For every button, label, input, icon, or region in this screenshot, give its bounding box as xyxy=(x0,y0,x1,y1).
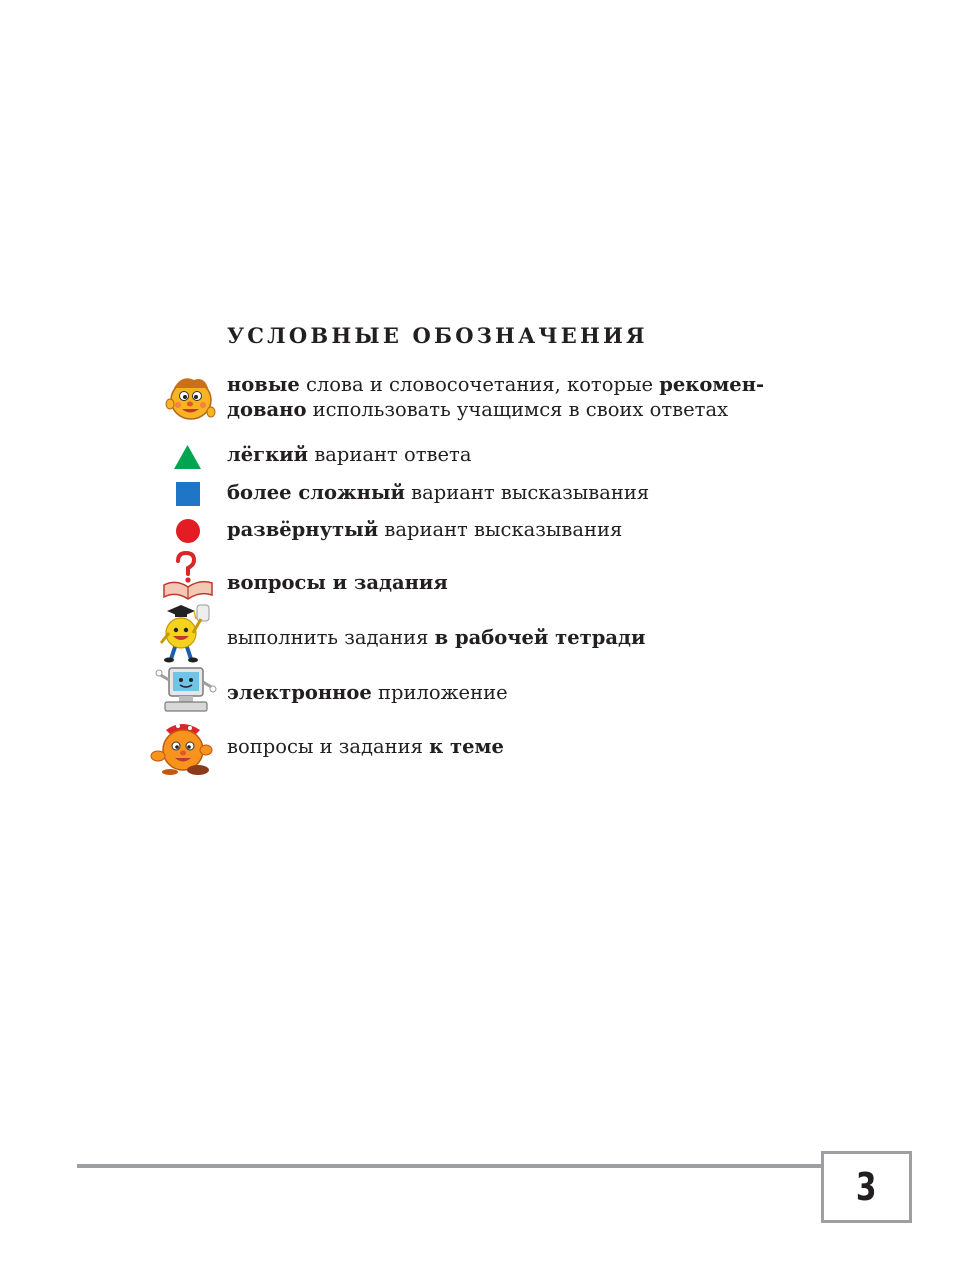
orange-ball-character-icon xyxy=(148,720,214,776)
graduate-smiley-icon xyxy=(157,603,217,663)
legend-text-plain: приложение xyxy=(371,681,508,704)
legend-text-plain: вариант высказывания xyxy=(378,518,623,541)
computer-character-icon xyxy=(155,666,217,718)
legend-text xyxy=(227,480,649,506)
legend-text-plain: использовать учащимся в своих ответах xyxy=(306,398,729,421)
legend-text-line-1 xyxy=(227,372,764,398)
legend-text xyxy=(227,734,504,760)
legend-text xyxy=(227,570,448,596)
legend-text-plain: вариант ответа xyxy=(308,443,472,466)
legend-text-bold: в рабочей тетради xyxy=(434,626,646,649)
legend-item-questions xyxy=(0,551,975,603)
legend-item-topic-questions xyxy=(0,718,975,778)
legend-text-bold: электронное xyxy=(227,681,372,704)
legend-text-bold: к теме xyxy=(429,735,504,758)
legend-text-bold: развёрнутый xyxy=(227,518,379,541)
footer-rule xyxy=(77,1164,821,1168)
legend-text-plain: вопросы и задания xyxy=(227,735,430,758)
legend-text xyxy=(227,625,645,651)
legend-text xyxy=(227,517,622,543)
legend-item-new-words xyxy=(0,372,975,428)
legend-item-electronic xyxy=(0,664,975,720)
legend-text-bold: более сложный xyxy=(227,481,405,504)
legend-text-bold: вопросы и задания xyxy=(227,571,448,594)
legend-text-bold: новые xyxy=(227,373,300,396)
legend-item-workbook xyxy=(0,603,975,663)
smiling-ball-face-icon xyxy=(164,374,216,422)
page-title: УСЛОВНЫЕ ОБОЗНАЧЕНИЯ xyxy=(227,323,648,348)
green-triangle-icon xyxy=(174,445,201,469)
legend-text xyxy=(227,680,508,706)
legend-text-bold: рекомен- xyxy=(659,373,765,396)
question-book-icon xyxy=(160,551,216,601)
legend-item-harder xyxy=(0,480,975,510)
page-number: 3 xyxy=(856,1165,877,1209)
blue-square-icon xyxy=(176,482,200,506)
legend-item-easy xyxy=(0,442,975,472)
legend-text-line-2 xyxy=(227,397,728,423)
legend-text-plain: вариант высказывания xyxy=(404,481,650,504)
legend-text-plain: слова и словосочетания, которые xyxy=(299,373,660,396)
legend-text-bold: довано xyxy=(227,398,307,421)
red-circle-icon xyxy=(176,519,200,543)
legend-text-plain: выполнить задания xyxy=(227,626,435,649)
legend-text xyxy=(227,442,471,468)
legend-text-bold: лёгкий xyxy=(227,443,309,466)
legend-item-detailed xyxy=(0,517,975,547)
page-number-box xyxy=(821,1151,912,1223)
